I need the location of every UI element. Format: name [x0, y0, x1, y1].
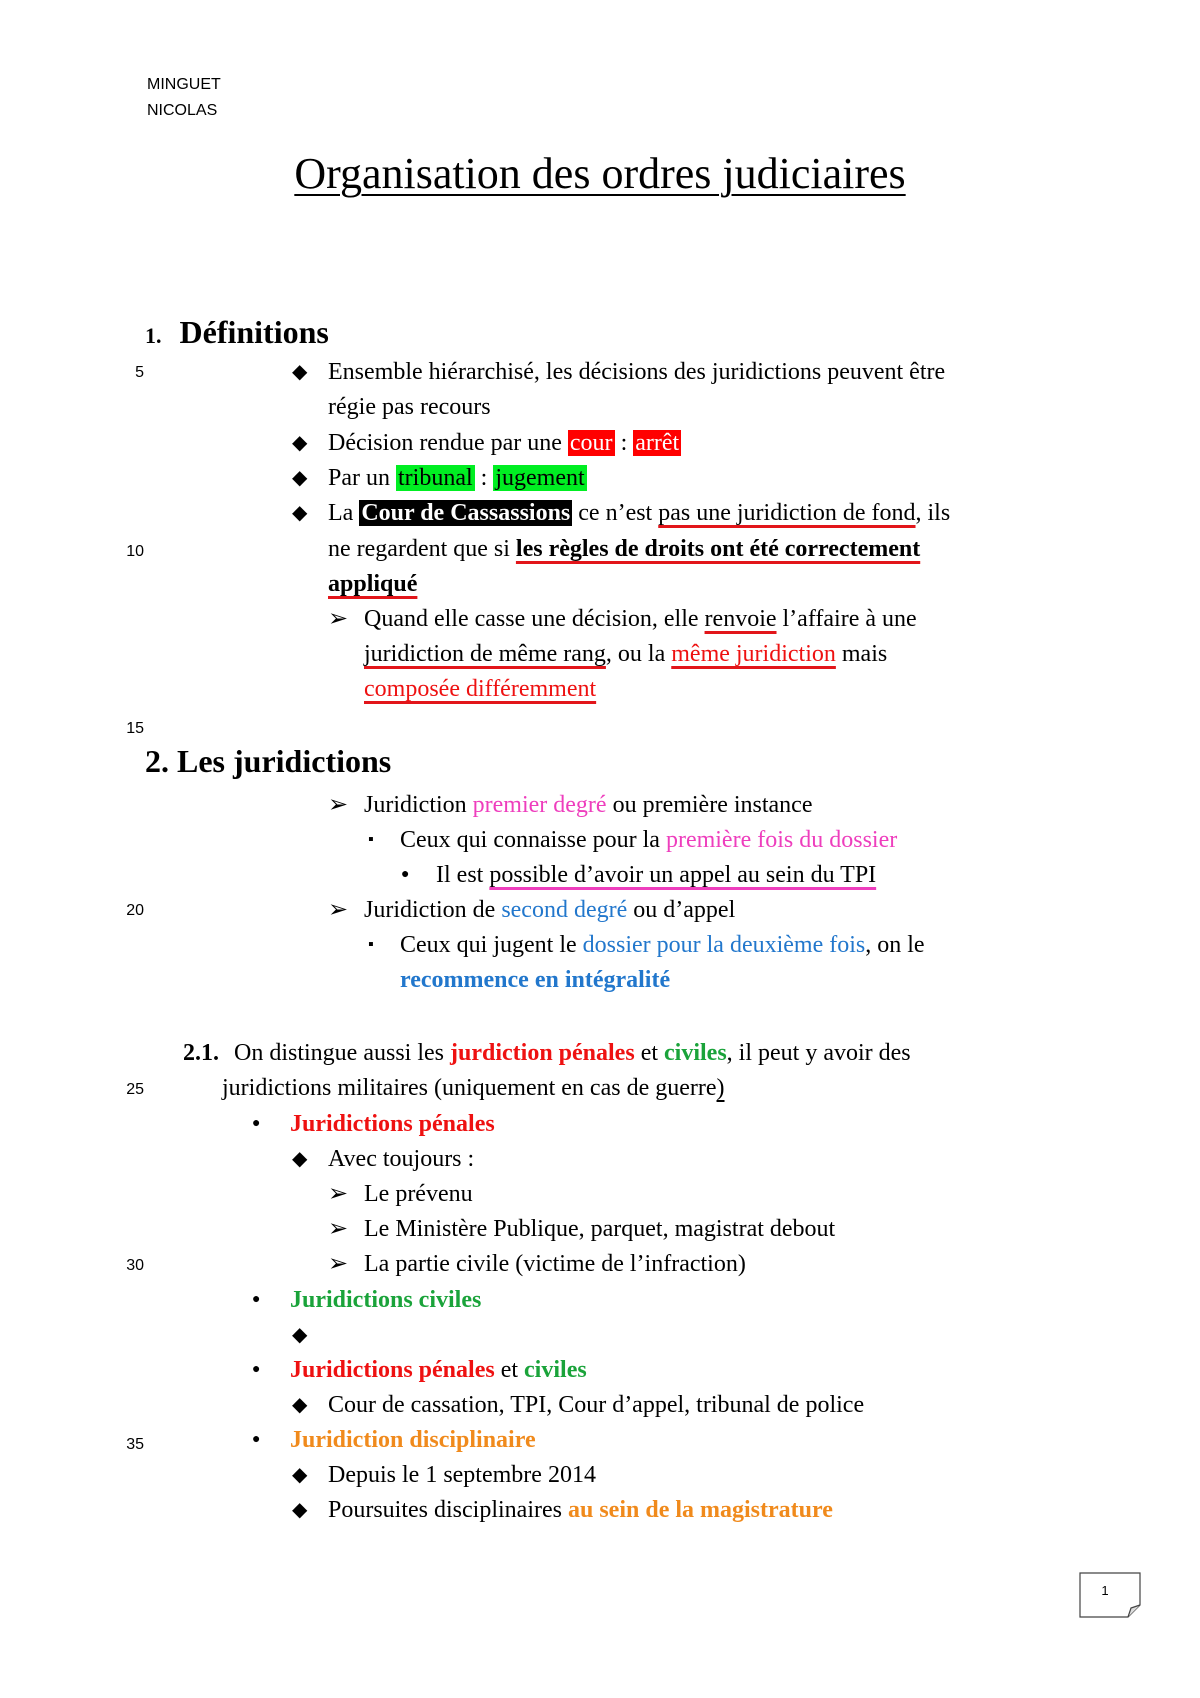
colored-text: dossier pour la deuxième fois	[582, 932, 866, 958]
underlined-text: )	[716, 1075, 725, 1101]
list-item	[364, 788, 813, 822]
diamond-bullet-icon: ◆	[292, 467, 308, 489]
highlight-tribunal: tribunal	[398, 465, 473, 491]
text-span: juridictions militaires (uniquement en cas de guerre	[222, 1075, 717, 1101]
text-span: , ou la	[605, 641, 666, 667]
underlined-text: juridiction de même rang	[364, 641, 606, 667]
text-span: mais	[841, 641, 888, 667]
text-span: , on le	[865, 932, 925, 958]
text-span: :	[620, 430, 628, 456]
text-span: Il est	[436, 862, 484, 888]
line-number: 10	[126, 543, 144, 560]
text-line	[328, 567, 417, 601]
colored-text: premier degré	[472, 792, 607, 818]
line-number: 25	[126, 1081, 144, 1098]
diamond-bullet-icon: ◆	[292, 1499, 308, 1521]
text-span: Poursuites disciplinaires	[328, 1497, 562, 1523]
text-line	[222, 1071, 725, 1105]
dot-bullet-icon: ●	[401, 867, 410, 882]
category-title: Juridiction disciplinaire	[290, 1427, 536, 1453]
diamond-bullet-icon: ◆	[292, 1394, 308, 1416]
diamond-bullet-icon: ◆	[292, 361, 308, 383]
arrow-bullet-icon: ➢	[328, 1216, 349, 1242]
list-item	[328, 461, 587, 495]
highlight-arret: arrêt	[635, 430, 680, 456]
text-span: ne regardent que si	[328, 536, 510, 562]
dot-bullet-icon: ●	[252, 1116, 261, 1131]
text-line	[400, 928, 1066, 962]
section-number: 1.	[145, 323, 162, 348]
list-item	[436, 858, 876, 892]
diamond-bullet-icon: ◆	[292, 502, 308, 524]
list-item: Cour de cassation, TPI, Cour d’appel, tribunal de police	[328, 1392, 865, 1418]
highlight-cour-cassassions: Cour de Cassassions	[361, 500, 571, 526]
text-span: On distingue aussi les	[234, 1040, 444, 1066]
text-line	[400, 963, 670, 997]
text-line: régie pas recours	[328, 394, 491, 420]
arrow-bullet-icon: ➢	[328, 897, 349, 923]
section-heading-definitions	[145, 314, 329, 351]
text-span: et	[640, 1040, 659, 1066]
text-line	[364, 672, 596, 706]
page-number-box	[1079, 1572, 1141, 1618]
text-span: :	[480, 465, 488, 491]
text-span: La	[328, 500, 354, 526]
square-bullet-icon: ▪	[368, 831, 374, 848]
line-number: 35	[126, 1436, 144, 1453]
square-bullet-icon: ▪	[368, 936, 374, 953]
text-span: Décision rendue par une	[328, 430, 562, 456]
colored-text: première fois du dossier	[665, 827, 898, 853]
colored-text: second degré	[501, 897, 628, 923]
colored-bold-text: civiles	[524, 1357, 587, 1383]
list-item	[328, 1493, 833, 1527]
highlight-cour: cour	[569, 430, 613, 456]
diamond-bullet-icon: ◆	[292, 432, 308, 454]
arrow-bullet-icon: ➢	[328, 792, 349, 818]
author-first-name: MINGUET	[147, 76, 221, 93]
text-span: l’affaire à une	[782, 606, 917, 632]
colored-bold-text: jurdiction pénales	[450, 1040, 635, 1066]
list-item	[400, 823, 897, 857]
line-number: 5	[135, 364, 144, 381]
underlined-text: renvoie	[704, 606, 777, 632]
list-item: Depuis le 1 septembre 2014	[328, 1462, 596, 1488]
text-line	[364, 637, 1066, 671]
colored-bold-text: recommence en intégralité	[400, 967, 671, 993]
subsection-number: 2.1.	[183, 1040, 219, 1066]
highlight-jugement: jugement	[495, 465, 585, 491]
text-span: , ils	[915, 500, 951, 526]
underlined-bold-text: appliqué	[328, 571, 418, 597]
list-item: Avec toujours :	[328, 1146, 475, 1172]
colored-bold-text: Juridictions pénales	[290, 1357, 495, 1383]
text-line	[328, 532, 1066, 566]
dot-bullet-icon: ●	[252, 1292, 261, 1307]
text-span: Par un	[328, 465, 390, 491]
arrow-bullet-icon: ➢	[328, 1251, 349, 1277]
text-span: Juridiction de	[364, 897, 496, 923]
category-title	[290, 1353, 587, 1387]
text-line: Ensemble hiérarchisé, les décisions des juridictions peuvent être	[328, 359, 946, 385]
arrow-bullet-icon: ➢	[328, 606, 349, 632]
colored-bold-text: civiles	[664, 1040, 727, 1066]
document-title: Organisation des ordres judiciaires	[294, 149, 906, 198]
underlined-text: pas une juridiction de fond	[658, 500, 916, 526]
section-title: Définitions	[179, 314, 329, 350]
text-span: ou d’appel	[633, 897, 736, 923]
dot-bullet-icon: ●	[252, 1432, 261, 1447]
line-number: 15	[126, 720, 144, 737]
list-item: La partie civile (victime de l’infraction)	[364, 1251, 746, 1277]
text-span: Ceux qui connaisse pour la	[400, 827, 660, 853]
category-title: Juridictions civiles	[290, 1287, 482, 1313]
arrow-bullet-icon: ➢	[328, 1181, 349, 1207]
text-span: , il peut y avoir des	[726, 1040, 911, 1066]
diamond-bullet-icon: ◆	[292, 1464, 308, 1486]
underlined-bold-text: les règles de droits ont été correctement	[515, 536, 921, 562]
underlined-red-text: composée différemment	[364, 676, 597, 702]
text-span: Ceux qui jugent le	[400, 932, 577, 958]
dot-bullet-icon: ●	[252, 1362, 261, 1377]
author-last-name: NICOLAS	[147, 102, 218, 119]
list-item: Le Ministère Publique, parquet, magistrat debout	[364, 1216, 836, 1242]
text-span: ce n’est	[578, 500, 653, 526]
underlined-text: possible d’avoir un appel au sein du TPI	[489, 862, 877, 888]
section-heading-juridictions: 2. Les juridictions	[145, 743, 392, 779]
page-number: 1	[1101, 1583, 1109, 1598]
text-line	[234, 1036, 1066, 1070]
list-item: Le prévenu	[364, 1181, 473, 1207]
text-span: Juridiction	[364, 792, 467, 818]
text-span: et	[500, 1357, 519, 1383]
line-number: 20	[126, 902, 144, 919]
colored-bold-text: au sein de la magistrature	[567, 1497, 833, 1523]
list-item	[364, 893, 735, 927]
category-title: Juridictions pénales	[290, 1111, 495, 1137]
text-span: ou première instance	[612, 792, 813, 818]
diamond-bullet-icon: ◆	[292, 1324, 308, 1346]
text-span: Quand elle casse une décision, elle	[364, 606, 699, 632]
list-item	[328, 426, 681, 460]
underlined-red-text: même juridiction	[671, 641, 836, 667]
list-item	[328, 496, 950, 530]
text-line	[364, 602, 1066, 636]
line-number: 30	[126, 1257, 144, 1274]
diamond-bullet-icon: ◆	[292, 1148, 308, 1170]
